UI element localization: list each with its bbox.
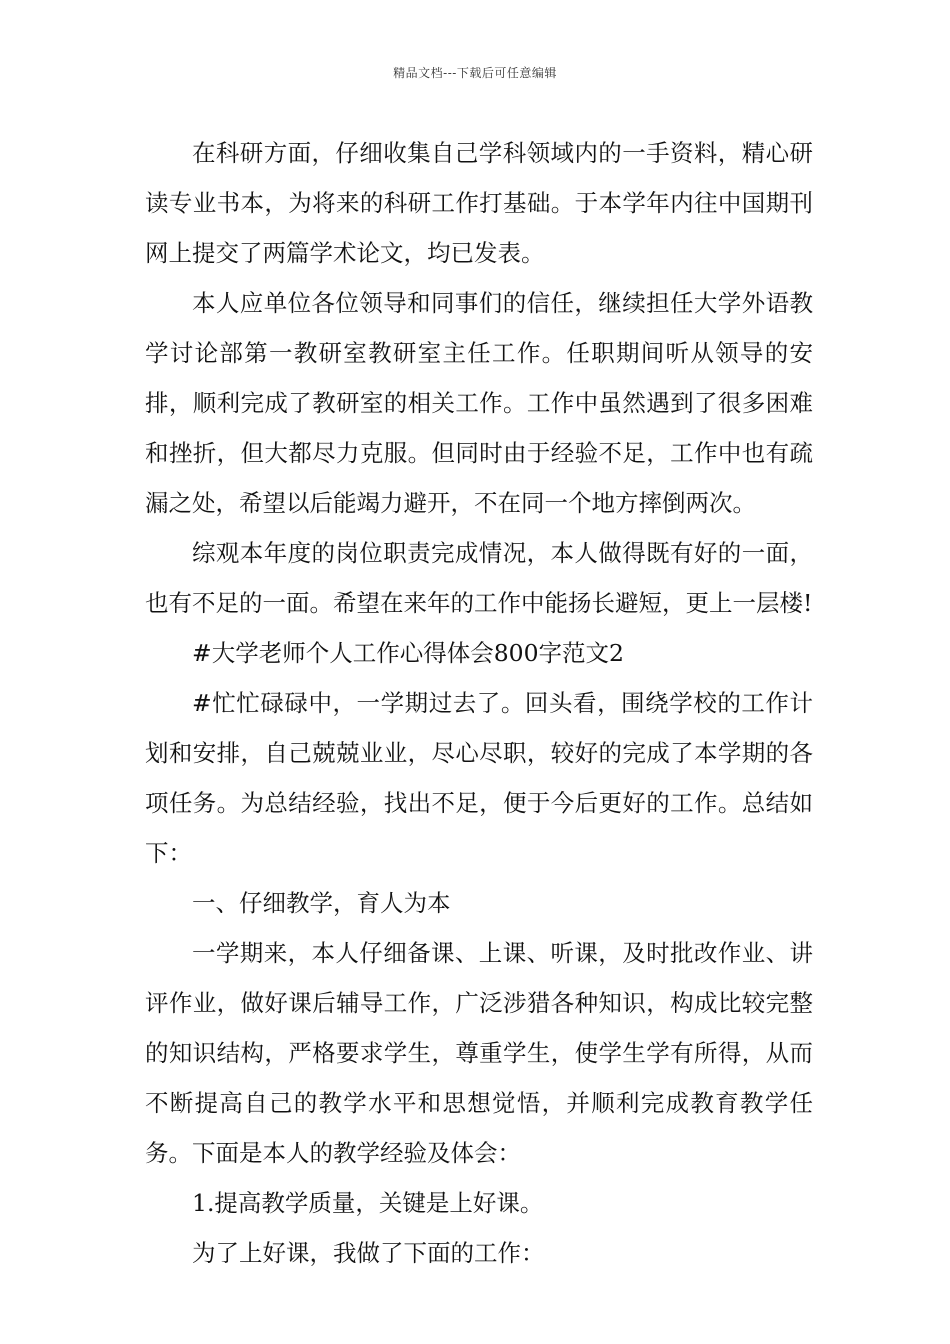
section-heading-teaching: 一、仔细教学，育人为本 (192, 889, 451, 917)
paragraph-teaching-details: 一学期来，本人仔细备课、上课、听课，及时批改作业、讲评作业，做好课后辅导工作，广泛涉猎各种知识，构成比较完整的知识结构，严格要求学生，尊重学生，使学生学有所得，从而不断提高自己的教学水平和思想觉悟，并顺利完成教育教学任务。下面是本人的教学经验及体会： (145, 939, 813, 1167)
paragraph-teaching-office: 本人应单位各位领导和同事们的信任，继续担任大学外语教学讨论部第一教研室教研室主任工作。任职期间听从领导的安排，顺利完成了教研室的相关工作。工作中虽然遇到了很多困难和挫折，但大都尽力克服。但同时由于经验不足，工作中也有疏漏之处，希望以后能竭力避开，不在同一个地方摔倒两次。 (145, 289, 813, 517)
paragraph-year-review: 综观本年度的岗位职责完成情况，本人做得既有好的一面，也有不足的一面。希望在来年的工作中能扬长避短，更上一层楼! (145, 539, 813, 617)
paragraph-research: 在科研方面，仔细收集自己学科领域内的一手资料，精心研读专业书本，为将来的科研工作打基础。于本学年内往中国期刊网上提交了两篇学术论文，均已发表。 (145, 139, 813, 267)
document-body (145, 128, 813, 1278)
paragraph-semester-summary: #忙忙碌碌中，一学期过去了。回头看，围绕学校的工作计划和安排，自己兢兢业业，尽心尽职，较好的完成了本学期的各项任务。为总结经验，找出不足，便于今后更好的工作。总结如下： (145, 689, 813, 867)
paragraph-class-preparation: 为了上好课，我做了下面的工作： (192, 1239, 545, 1267)
list-item-quality: 1.提高教学质量，关键是上好课。 (192, 1189, 544, 1217)
page-header: 精品文档---下载后可任意编辑 (393, 66, 557, 80)
section-heading-sample: #大学老师个人工作心得体会800字范文2 (192, 639, 624, 667)
